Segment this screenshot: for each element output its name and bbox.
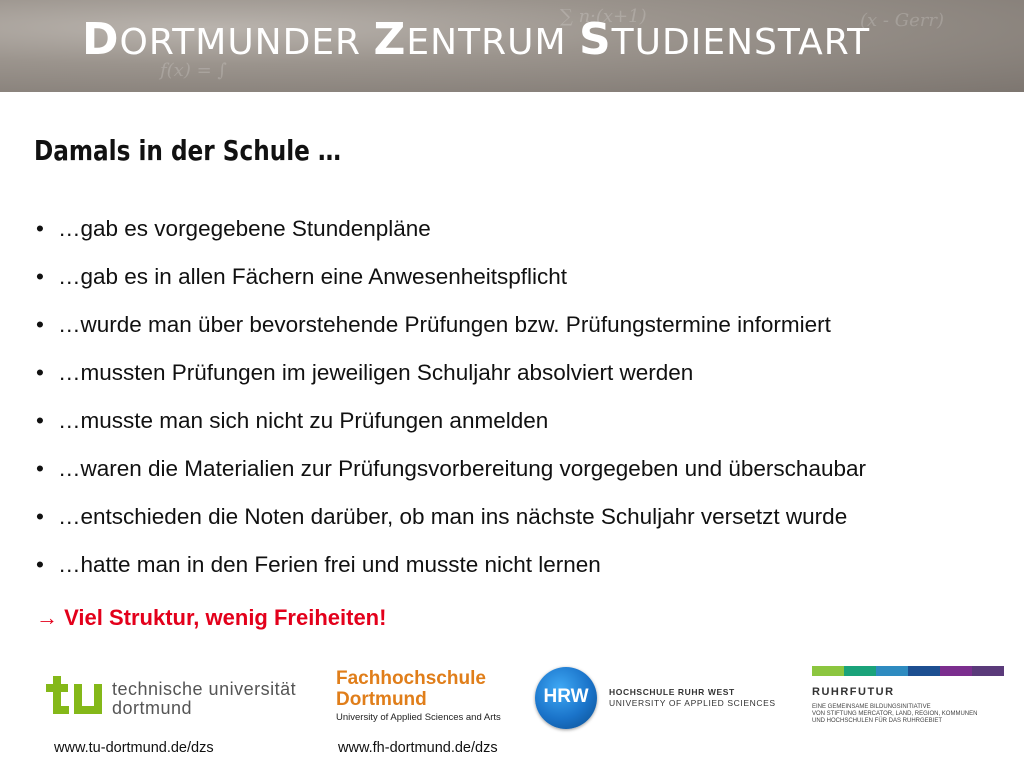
bullet-text: …hatte man in den Ferien frei und musste nicht lernen bbox=[58, 552, 601, 577]
slide-title: Damals in der Schule … bbox=[34, 134, 342, 167]
bullet-item bbox=[36, 404, 1016, 452]
fh-logo-line1: Fachhochschule bbox=[336, 668, 486, 689]
banner-title-cap: D bbox=[82, 14, 120, 65]
bullet-dot: • bbox=[36, 264, 44, 289]
hrw-logo-mark: HRW bbox=[543, 686, 589, 707]
fh-logo-subtitle: University of Applied Sciences and Arts bbox=[336, 712, 501, 723]
ruhrfutur-sub-line: UND HOCHSCHULEN FÜR DAS RUHRGEBIET bbox=[812, 718, 943, 724]
ruhrfutur-bar-segment bbox=[844, 666, 876, 676]
bullet-dot: • bbox=[36, 216, 44, 241]
ruhrfutur-sub-line: EINE GEMEINSAME BILDUNGSINITIATIVE bbox=[812, 704, 931, 710]
fh-dortmund-logo bbox=[336, 668, 516, 730]
bullet-item bbox=[36, 548, 1016, 596]
bullet-item bbox=[36, 212, 1016, 260]
tu-logo-icon bbox=[46, 676, 106, 716]
ruhrfutur-bar-segment bbox=[940, 666, 972, 676]
tu-url-link[interactable]: www.tu-dortmund.de/dzs bbox=[54, 740, 214, 756]
bullet-text: …wurde man über bevorstehende Prüfungen bzw. Prüfungstermine informiert bbox=[58, 312, 831, 337]
tu-logo-text bbox=[112, 680, 296, 718]
tu-logo-line2: dortmund bbox=[112, 698, 193, 718]
bullet-item bbox=[36, 356, 1016, 404]
chalkboard-scribble: ∑ n·(x+1) bbox=[560, 6, 647, 27]
banner-title-text: TUDIENSTART bbox=[611, 22, 871, 63]
ruhrfutur-logo bbox=[812, 666, 1012, 730]
bullet-item bbox=[36, 260, 1016, 308]
bullet-dot: • bbox=[36, 312, 44, 337]
hrw-logo-text bbox=[609, 687, 776, 709]
ruhrfutur-color-bar bbox=[812, 666, 1004, 676]
fh-url-link[interactable]: www.fh-dortmund.de/dzs bbox=[338, 740, 498, 756]
hrw-logo bbox=[535, 667, 785, 729]
tu-dortmund-logo bbox=[46, 672, 316, 722]
bullet-text: …gab es vorgegebene Stundenpläne bbox=[58, 216, 431, 241]
bullet-item bbox=[36, 500, 1016, 548]
ruhrfutur-bar-segment bbox=[812, 666, 844, 676]
bullet-text: …gab es in allen Fächern eine Anwesenheitspflicht bbox=[58, 264, 568, 289]
bullet-dot: • bbox=[36, 552, 44, 577]
bullet-item bbox=[36, 452, 1016, 500]
hrw-logo-icon bbox=[535, 667, 597, 729]
fh-logo-line2: Dortmund bbox=[336, 689, 427, 710]
banner-title-cap: S bbox=[578, 14, 612, 65]
header-banner bbox=[0, 0, 1024, 92]
bullet-list bbox=[36, 212, 1016, 596]
banner-title-text: ORTMUNDER bbox=[119, 22, 374, 63]
ruhrfutur-bar-segment bbox=[876, 666, 908, 676]
chalkboard-scribble: f(x) = ∫ bbox=[160, 60, 227, 81]
ruhrfutur-logo-subtitle bbox=[812, 704, 1012, 725]
bullet-text: …waren die Materialien zur Prüfungsvorbereitung vorgegeben und überschaubar bbox=[58, 456, 866, 481]
ruhrfutur-sub-line: VON STIFTUNG MERCATOR, LAND, REGION, KOMMUNEN bbox=[812, 711, 978, 717]
ruhrfutur-logo-name: RUHRFUTUR bbox=[812, 686, 895, 698]
bullet-text: …mussten Prüfungen im jeweiligen Schuljahr absolviert werden bbox=[58, 360, 694, 385]
banner-title-cap: Z bbox=[373, 14, 407, 65]
chalkboard-scribble: (x - Gerr) bbox=[860, 10, 944, 31]
banner-title bbox=[82, 14, 870, 65]
bullet-text: …entschieden die Noten darüber, ob man ins nächste Schuljahr versetzt wurde bbox=[58, 504, 848, 529]
hrw-logo-line2: UNIVERSITY OF APPLIED SCIENCES bbox=[609, 698, 776, 708]
bullet-item bbox=[36, 308, 1016, 356]
ruhrfutur-bar-segment bbox=[972, 666, 1004, 676]
bullet-dot: • bbox=[36, 504, 44, 529]
banner-title-text: ENTRUM bbox=[406, 22, 579, 63]
tu-logo-line1: technische universität bbox=[112, 679, 297, 699]
hrw-logo-line1: HOCHSCHULE RUHR WEST bbox=[609, 687, 735, 697]
conclusion-text: → Viel Struktur, wenig Freiheiten! bbox=[36, 605, 387, 630]
bullet-dot: • bbox=[36, 456, 44, 481]
bullet-dot: • bbox=[36, 408, 44, 433]
bullet-text: …musste man sich nicht zu Prüfungen anmelden bbox=[58, 408, 549, 433]
bullet-dot: • bbox=[36, 360, 44, 385]
ruhrfutur-bar-segment bbox=[908, 666, 940, 676]
